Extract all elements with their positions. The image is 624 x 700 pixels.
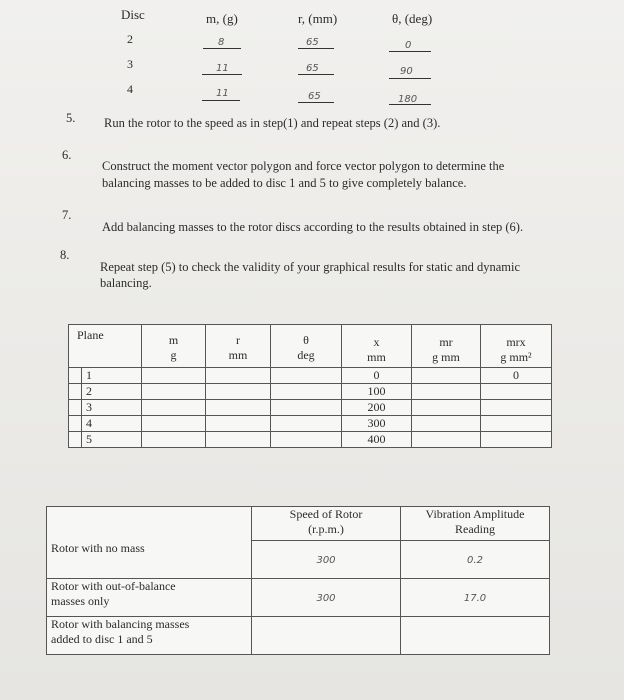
mrx-header: mrx xyxy=(506,335,526,349)
plane-header: Plane xyxy=(69,325,142,368)
plane-number: 4 xyxy=(82,416,142,432)
plane-number: 3 xyxy=(82,400,142,416)
r-header-cell xyxy=(206,325,271,368)
m-header-cell xyxy=(142,325,206,368)
mass-value: 8 xyxy=(218,37,225,48)
vibration-value: 17.0 xyxy=(463,593,487,604)
step-number: 8. xyxy=(60,248,70,262)
radius-value: 65 xyxy=(306,63,319,74)
row-label-line1: Rotor with out-of-balance xyxy=(51,579,176,593)
angle-value: 0 xyxy=(405,40,412,51)
header-mass: m, (g) xyxy=(206,11,238,26)
step-text-line1: Repeat step (5) to check the validity of your graphical results for static and dynamic xyxy=(100,260,521,274)
speed-header-cell xyxy=(252,507,401,541)
mr-header: mr xyxy=(439,335,453,349)
theta-unit: deg xyxy=(297,348,315,362)
vibration-header-line2: Reading xyxy=(455,522,495,536)
m-header: m xyxy=(168,333,179,347)
x-value: 400 xyxy=(342,432,412,448)
step-text: Add balancing masses to the rotor discs according to the results obtained in step (6). xyxy=(102,220,524,234)
header-radius: r, (mm) xyxy=(298,11,338,26)
mass-value: 11 xyxy=(216,63,229,74)
disc-value: 4 xyxy=(127,82,133,96)
mass-value: 11 xyxy=(216,88,229,99)
step-text-line2: balancing masses to be added to disc 1 and 5 to give completely balance. xyxy=(102,176,467,190)
plane-number: 2 xyxy=(82,384,142,400)
radius-value: 65 xyxy=(308,91,321,102)
speed-value: 300 xyxy=(316,555,336,566)
speed-value: 300 xyxy=(316,593,336,604)
vibration-value: 0.2 xyxy=(467,555,483,566)
x-header-cell xyxy=(342,325,412,368)
x-unit: mm xyxy=(367,350,386,364)
vibration-table xyxy=(46,506,550,655)
mrx-unit: g mm² xyxy=(500,350,532,364)
row-label-line2: masses only xyxy=(51,594,110,608)
mrx-value: 0 xyxy=(481,368,552,384)
x-value: 300 xyxy=(342,416,412,432)
row-label xyxy=(47,541,252,579)
step-number: 7. xyxy=(62,208,72,222)
speed-header-line2: (r.p.m.) xyxy=(308,522,344,536)
row-label xyxy=(47,617,252,655)
plane-number: 5 xyxy=(82,432,142,448)
row-label-line1: Rotor with no mass xyxy=(51,540,145,555)
x-value: 100 xyxy=(342,384,412,400)
r-unit: mm xyxy=(228,348,248,362)
theta-header: θ xyxy=(303,333,309,347)
plane-number: 1 xyxy=(82,368,142,384)
angle-value: 90 xyxy=(400,66,413,77)
planes-table xyxy=(68,324,552,448)
speed-header-line1: Speed of Rotor xyxy=(289,507,363,521)
header-disc: Disc xyxy=(121,7,145,22)
disc-value: 3 xyxy=(127,57,133,71)
mr-header-cell xyxy=(412,325,481,368)
step-number: 6. xyxy=(62,148,72,162)
disc-value: 2 xyxy=(127,32,133,46)
step-number: 5. xyxy=(66,111,76,125)
mr-unit: g mm xyxy=(432,350,460,364)
theta-header-cell xyxy=(271,325,342,368)
row-label xyxy=(47,579,252,617)
row-label-line1: Rotor with balancing masses xyxy=(51,617,190,631)
x-value: 200 xyxy=(342,400,412,416)
r-header: r xyxy=(236,333,240,347)
m-unit: g xyxy=(170,348,177,362)
x-header: x xyxy=(373,335,380,349)
step-text-line1: Construct the moment vector polygon and force vector polygon to determine the xyxy=(102,159,505,173)
angle-value: 180 xyxy=(398,94,418,105)
row-label-line2: added to disc 1 and 5 xyxy=(51,632,153,646)
radius-value: 65 xyxy=(306,37,319,48)
step-text-line2: balancing. xyxy=(100,276,152,290)
vibration-header-cell xyxy=(401,507,550,541)
header-angle: θ, (deg) xyxy=(392,11,433,26)
mrx-header-cell xyxy=(481,325,552,368)
vibration-header-line1: Vibration Amplitude xyxy=(425,507,525,521)
step-text: Run the rotor to the speed as in step(1) and repeat steps (2) and (3). xyxy=(104,116,441,130)
x-value: 0 xyxy=(342,368,412,384)
